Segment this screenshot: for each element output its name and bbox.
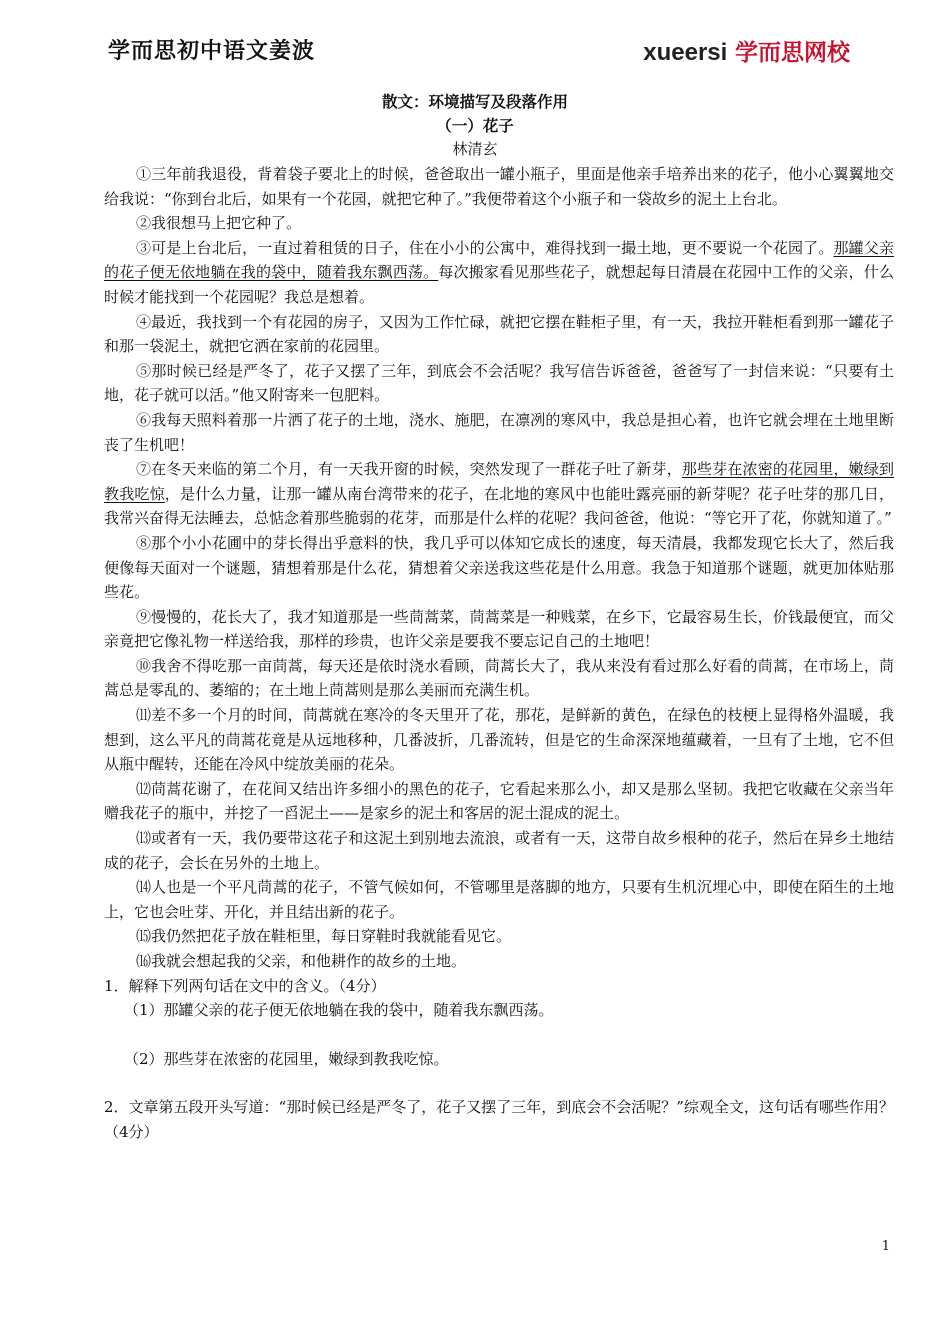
- article-author: 林清玄: [452, 140, 498, 158]
- paragraph-1: ①三年前我退役，背着袋子要北上的时候，爸爸取出一罐小瓶子，里面是他亲手培养出来的花子，他小心翼翼地交给我说：“你到台北后，如果有一个花园，就把它种了。”我便带着这个小瓶子和一袋故乡的泥土上台北。: [104, 165, 894, 208]
- section-title: 散文：环境描写及段落作用: [381, 92, 568, 111]
- answer-space: [104, 1071, 894, 1095]
- paragraph-6: ⑥我每天照料着那一片洒了花子的土地，浇水、施肥，在凛冽的寒风中，我总是担心着，也许它就会埋在土地里断丧了生机吧！: [104, 410, 894, 454]
- underlined-sentence-2: 那些芽在浓密的花园里，嫩绿到教我吃惊: [104, 460, 894, 503]
- paragraph-7: ⑦在冬天来临的第二个月，有一天我开窗的时候，突然发现了一群花子吐了新芽，那些芽在浓密的花园里，嫩绿到教我吃惊，是什么力量，让那一罐从南台湾带来的花子，在北地的寒风中也能吐露亮丽的新芽呢？花子吐芽的那几日，我常兴奋得无法睡去，总惦念着那些脆弱的花芽，而那是什么样的花呢？我问爸爸，他说：“等它开了花，你就知道了。”: [104, 460, 894, 528]
- paragraph-11: ⑾差不多一个月的时间，茼蒿就在寒冷的冬天里开了花，那花，是鲜新的黄色，在绿色的枝梗上显得格外温暖，我想到，这么平凡的茼蒿花竟是从远地移种，几番波折，几番流转，但是它的生命深深地蕴藏着，一旦有了土地，它不但从瓶中醒转，还能在冷风中绽放美丽的花朵。: [104, 706, 894, 774]
- paragraph-10: ⑩我舍不得吃那一亩茼蒿，每天还是依时浇水看顾，茼蒿长大了，我从来没有看过那么好看的茼蒿，在市场上，茼蒿总是零乱的、萎缩的；在土地上茼蒿则是那么美丽而充满生机。: [104, 656, 894, 700]
- page-header: [108, 34, 850, 74]
- paragraph-9: ⑨慢慢的，花长大了，我才知道那是一些茼蒿菜，茼蒿菜是一种贱菜，在乡下，它最容易生长，价钱最便宜，而父亲竟把它像礼物一样送给我，那样的珍贵，也许父亲是要我不要忘记自己的土地吧！: [104, 607, 894, 651]
- underlined-sentence-1: 那罐父亲的花子便无依地躺在我的袋中，随着我东飘西荡。: [104, 238, 894, 282]
- paragraph-8: ⑧那个小小花圃中的芽长得出乎意料的快，我几乎可以体知它成长的速度，每天清晨，我都发现它长大了，然后我便像每天面对一个谜题，猜想着那是什么花，猜想着父亲送我这些花是什么用意。我急于知道那个谜题，就更加体贴那些花。: [104, 533, 894, 602]
- paragraph-12: ⑿茼蒿花谢了，在花间又结出许多细小的黑色的花子，它看起来那么小，却又是那么坚韧。我把它收藏在父亲当年赠我花子的瓶中，并挖了一舀泥土——是家乡的泥土和客居的泥土混成的泥土。: [104, 779, 894, 823]
- paragraph-13: ⒀或者有一天，我仍要带这花子和这泥土到别地去流浪，或者有一天，这带自故乡根种的花子，然后在异乡土地结成的花子，会长在另外的土地上。: [104, 829, 894, 872]
- brand-logo: [643, 34, 850, 67]
- paragraph-16: ⒃我就会想起我的父亲，和他耕作的故乡的土地。: [136, 952, 467, 970]
- header-title: 学而思初中语文姜波: [108, 38, 316, 64]
- brand-latin: xueersi: [643, 39, 728, 66]
- question-2: 2．文章第五段开头写道：“那时候已经是严冬了，花子又摆了三年，到底会不会活呢？”综观全文，这句话有哪些作用？（4分）: [104, 1098, 894, 1141]
- question-1: 1．解释下列两句话在文中的含义。（4分）: [104, 976, 386, 995]
- article-body: [104, 162, 894, 1145]
- article-title: （一）花子: [436, 116, 514, 135]
- question-1-part-2: （2）那些芽在浓密的花园里，嫩绿到教我吃惊。: [124, 1049, 449, 1068]
- paragraph-2: ②我很想马上把它种了。: [136, 214, 302, 233]
- paragraph-5: ⑤那时候已经是严冬了，花子又摆了三年，到底会不会活呢？我写信告诉爸爸，爸爸写了一封信来说：“只要有土地，花子就可以活。”他又附寄来一包肥料。: [104, 361, 894, 405]
- paragraph-4: ④最近，我找到一个有花园的房子，又因为工作忙碌，就把它摆在鞋柜子里，有一天，我拉开鞋柜看到那一罐花子和那一袋泥土，就把它洒在家前的花园里。: [104, 312, 894, 356]
- paragraph-3: ③可是上台北后，一直过着租赁的日子，住在小小的公寓中，难得找到一撮土地，更不要说一个花园了。那罐父亲的花子便无依地躺在我的袋中，随着我东飘西荡。每次搬家看见那些花子，就想起每日清晨在花园中工作的父亲，什么时候才能找到一个花园呢？我总是想着。: [104, 238, 894, 306]
- brand-chinese: 学而思网校: [735, 40, 850, 66]
- paragraph-15: ⒂我仍然把花子放在鞋柜里，每日穿鞋时我就能看见它。: [136, 927, 512, 946]
- question-1-part-1: （1）那罐父亲的花子便无依地躺在我的袋中，随着我东飘西荡。: [124, 1001, 554, 1020]
- page-number: 1: [881, 1239, 890, 1254]
- paragraph-14: ⒁人也是一个平凡茼蒿的花子，不管气候如何，不管哪里是落脚的地方，只要有生机沉埋心中，即使在陌生的土地上，它也会吐芽、开化，并且结出新的花子。: [104, 878, 894, 921]
- answer-space: [104, 1023, 894, 1047]
